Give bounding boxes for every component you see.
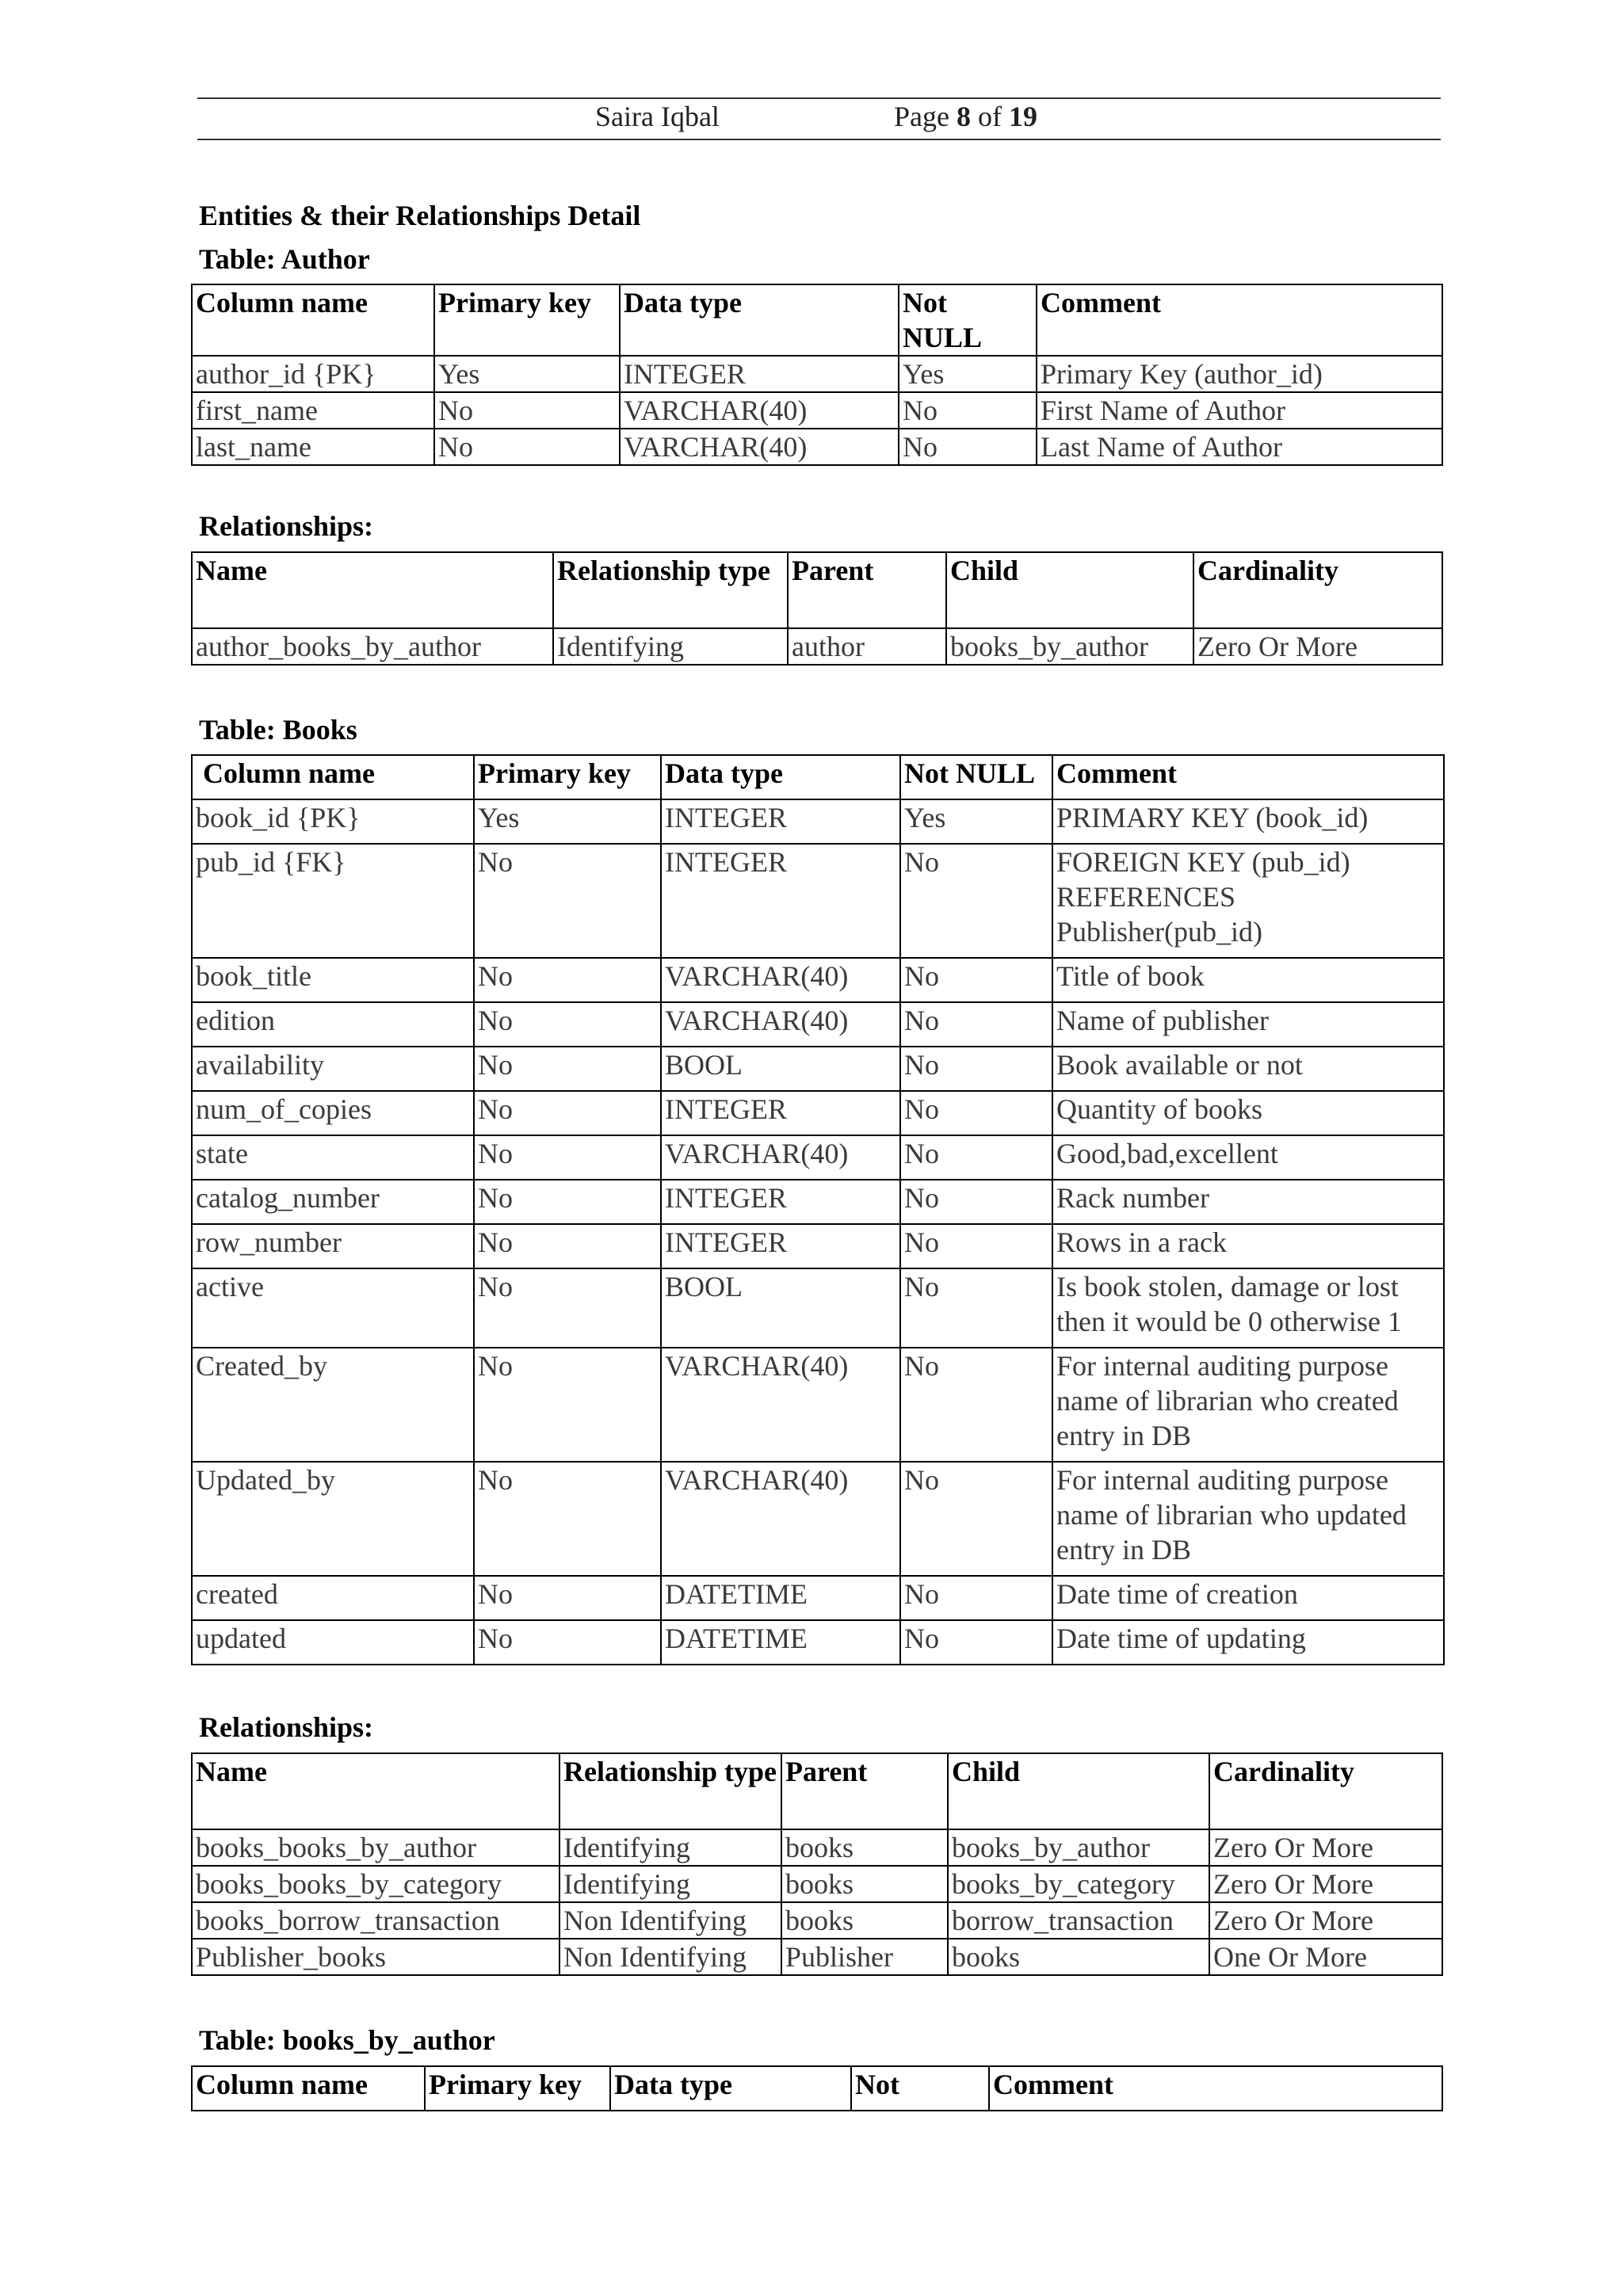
table-cell: No <box>474 1620 661 1665</box>
table-cell: state <box>192 1135 474 1180</box>
author-relationships-table <box>191 551 1443 666</box>
table-cell: Zero Or More <box>1209 1866 1442 1902</box>
table-cell: created <box>192 1576 474 1620</box>
table-cell: borrow_transaction <box>948 1902 1209 1939</box>
table-cell: books_borrow_transaction <box>192 1902 559 1939</box>
table-row <box>192 1047 1444 1091</box>
column-header: Column name <box>192 2066 425 2111</box>
table-cell: Last Name of Author <box>1037 429 1442 465</box>
table-cell: books <box>948 1939 1209 1975</box>
table-row <box>192 1091 1444 1135</box>
column-header: Primary key <box>425 2066 610 2111</box>
table-cell: No <box>900 1002 1052 1047</box>
table-cell: No <box>474 1135 661 1180</box>
table-cell: Title of book <box>1052 958 1444 1002</box>
table-cell: BOOL <box>661 1047 900 1091</box>
table-cell: updated <box>192 1620 474 1665</box>
header-top-rule <box>197 97 1441 99</box>
table-cell: VARCHAR(40) <box>661 1462 900 1576</box>
author-header-row <box>192 284 1442 356</box>
header-bottom-rule <box>197 139 1441 140</box>
table-cell: For internal auditing purpose name of librarian who updated entry in DB <box>1052 1462 1444 1576</box>
table-cell: No <box>900 844 1052 958</box>
page-word: Page <box>894 101 949 132</box>
table-cell: Yes <box>899 356 1037 392</box>
table-cell: No <box>900 1620 1052 1665</box>
table-cell: INTEGER <box>661 799 900 844</box>
section-title: Entities & their Relationships Detail <box>199 200 641 231</box>
table-cell: No <box>899 429 1037 465</box>
table-cell: VARCHAR(40) <box>661 1002 900 1047</box>
table-cell: No <box>900 1576 1052 1620</box>
table-cell: VARCHAR(40) <box>661 1135 900 1180</box>
column-header: Cardinality <box>1193 552 1442 628</box>
table-row <box>192 628 1442 665</box>
column-header: Child <box>946 552 1193 628</box>
table-cell: catalog_number <box>192 1180 474 1224</box>
table-cell: Created_by <box>192 1348 474 1462</box>
table-cell: VARCHAR(40) <box>620 392 899 429</box>
column-header: Column name <box>192 755 474 799</box>
table-cell: No <box>474 1091 661 1135</box>
table-cell: No <box>474 1462 661 1576</box>
table-row <box>192 1348 1444 1462</box>
author-table-title: Table: Author <box>199 243 370 275</box>
table-row <box>192 1224 1444 1268</box>
table-cell: books_by_author <box>948 1829 1209 1866</box>
of-word: of <box>977 101 1002 132</box>
table-cell: No <box>900 1348 1052 1462</box>
column-header: Primary key <box>434 284 620 356</box>
table-cell: edition <box>192 1002 474 1047</box>
table-cell: first_name <box>192 392 434 429</box>
table-cell: No <box>474 1180 661 1224</box>
table-cell: books <box>781 1829 948 1866</box>
table-cell: Is book stolen, damage or lost then it would be 0 otherwise 1 <box>1052 1268 1444 1348</box>
table-row <box>192 1829 1442 1866</box>
table-cell: INTEGER <box>661 1180 900 1224</box>
table-row <box>192 1002 1444 1047</box>
table-cell: Identifying <box>553 628 788 665</box>
column-header: Cardinality <box>1209 1753 1442 1829</box>
table-cell: active <box>192 1268 474 1348</box>
table-cell: No <box>899 392 1037 429</box>
table-cell: No <box>434 429 620 465</box>
relationships-header-row <box>192 1753 1442 1829</box>
books-by-author-table <box>191 2065 1443 2111</box>
column-header: Comment <box>1037 284 1442 356</box>
table-cell: last_name <box>192 429 434 465</box>
books-relationships-table <box>191 1753 1443 1976</box>
column-header: Data type <box>610 2066 851 2111</box>
table-cell: author_id {PK} <box>192 356 434 392</box>
books-table <box>191 754 1445 1665</box>
table-cell: Publisher_books <box>192 1939 559 1975</box>
table-row <box>192 392 1442 429</box>
table-row <box>192 1462 1444 1576</box>
table-cell: Identifying <box>559 1866 781 1902</box>
column-header: Primary key <box>474 755 661 799</box>
table-cell: row_number <box>192 1224 474 1268</box>
author-relationships-title: Relationships: <box>199 510 374 542</box>
table-cell: Quantity of books <box>1052 1091 1444 1135</box>
table-cell: Updated_by <box>192 1462 474 1576</box>
header-author: Saira Iqbal <box>595 101 720 132</box>
column-header: Comment <box>989 2066 1442 2111</box>
books-by-author-table-title: Table: books_by_author <box>199 2024 495 2056</box>
table-cell: books_by_category <box>948 1866 1209 1902</box>
table-row <box>192 1866 1442 1902</box>
table-cell: First Name of Author <box>1037 392 1442 429</box>
table-cell: Rack number <box>1052 1180 1444 1224</box>
table-cell: books <box>781 1902 948 1939</box>
table-cell: PRIMARY KEY (book_id) <box>1052 799 1444 844</box>
table-row <box>192 1180 1444 1224</box>
table-row <box>192 958 1444 1002</box>
table-cell: No <box>474 1002 661 1047</box>
table-cell: book_id {PK} <box>192 799 474 844</box>
table-cell: No <box>900 1268 1052 1348</box>
table-cell: No <box>474 1224 661 1268</box>
table-cell: Name of publisher <box>1052 1002 1444 1047</box>
table-cell: No <box>900 1462 1052 1576</box>
table-cell: Yes <box>434 356 620 392</box>
table-cell: Yes <box>474 799 661 844</box>
table-row <box>192 1620 1444 1665</box>
table-row <box>192 1135 1444 1180</box>
table-cell: Yes <box>900 799 1052 844</box>
table-cell: FOREIGN KEY (pub_id) REFERENCES Publisher(pub_id) <box>1052 844 1444 958</box>
table-cell: DATETIME <box>661 1576 900 1620</box>
table-cell: pub_id {FK} <box>192 844 474 958</box>
table-cell: No <box>900 1135 1052 1180</box>
table-cell: DATETIME <box>661 1620 900 1665</box>
table-cell: INTEGER <box>661 844 900 958</box>
books-table-title: Table: Books <box>199 714 357 746</box>
table-cell: Rows in a rack <box>1052 1224 1444 1268</box>
table-cell: No <box>474 1268 661 1348</box>
table-cell: No <box>900 1224 1052 1268</box>
table-cell: For internal auditing purpose name of librarian who created entry in DB <box>1052 1348 1444 1462</box>
table-cell: INTEGER <box>661 1091 900 1135</box>
table-row <box>192 1939 1442 1975</box>
table-row <box>192 1902 1442 1939</box>
table-cell: VARCHAR(40) <box>620 429 899 465</box>
table-cell: Non Identifying <box>559 1902 781 1939</box>
table-cell: num_of_copies <box>192 1091 474 1135</box>
table-row <box>192 1576 1444 1620</box>
column-header: Not NULL <box>900 755 1052 799</box>
table-cell: No <box>474 1348 661 1462</box>
column-header: Relationship type <box>559 1753 781 1829</box>
column-header: Data type <box>620 284 899 356</box>
table-cell: author_books_by_author <box>192 628 553 665</box>
table-cell: No <box>474 1576 661 1620</box>
header-page-number <box>894 100 1037 133</box>
column-header: Name <box>192 1753 559 1829</box>
table-row <box>192 844 1444 958</box>
table-cell: Publisher <box>781 1939 948 1975</box>
table-cell: Zero Or More <box>1193 628 1442 665</box>
column-header: Relationship type <box>553 552 788 628</box>
table-cell: No <box>474 958 661 1002</box>
table-cell: BOOL <box>661 1268 900 1348</box>
table-row <box>192 799 1444 844</box>
table-cell: No <box>900 1047 1052 1091</box>
table-cell: availability <box>192 1047 474 1091</box>
table-cell: Date time of creation <box>1052 1576 1444 1620</box>
table-row <box>192 356 1442 392</box>
table-cell: books <box>781 1866 948 1902</box>
table-cell: author <box>788 628 946 665</box>
books-relationships-title: Relationships: <box>199 1711 374 1743</box>
page-total: 19 <box>1008 101 1037 132</box>
table-cell: books_by_author <box>946 628 1193 665</box>
table-cell: No <box>474 844 661 958</box>
table-cell: No <box>474 1047 661 1091</box>
table-cell: No <box>900 1180 1052 1224</box>
table-cell: books_books_by_category <box>192 1866 559 1902</box>
column-header: Parent <box>788 552 946 628</box>
table-row <box>192 429 1442 465</box>
table-cell: Zero Or More <box>1209 1829 1442 1866</box>
table-row <box>192 1268 1444 1348</box>
books-by-author-header-row <box>192 2066 1442 2111</box>
page-current: 8 <box>956 101 971 132</box>
table-cell: VARCHAR(40) <box>661 1348 900 1462</box>
table-cell: No <box>900 1091 1052 1135</box>
column-header: Column name <box>192 284 434 356</box>
column-header: Not NULL <box>899 284 1037 356</box>
table-cell: Good,bad,excellent <box>1052 1135 1444 1180</box>
column-header: Not <box>851 2066 989 2111</box>
table-cell: book_title <box>192 958 474 1002</box>
table-cell: INTEGER <box>620 356 899 392</box>
table-cell: Primary Key (author_id) <box>1037 356 1442 392</box>
relationships-header-row <box>192 552 1442 628</box>
table-cell: One Or More <box>1209 1939 1442 1975</box>
table-cell: No <box>434 392 620 429</box>
table-cell: Zero Or More <box>1209 1902 1442 1939</box>
table-cell: books_books_by_author <box>192 1829 559 1866</box>
books-header-row <box>192 755 1444 799</box>
table-cell: No <box>900 958 1052 1002</box>
table-cell: Non Identifying <box>559 1939 781 1975</box>
column-header: Comment <box>1052 755 1444 799</box>
table-cell: Identifying <box>559 1829 781 1866</box>
author-table <box>191 284 1443 466</box>
table-cell: Date time of updating <box>1052 1620 1444 1665</box>
column-header: Child <box>948 1753 1209 1829</box>
table-cell: Book available or not <box>1052 1047 1444 1091</box>
table-cell: INTEGER <box>661 1224 900 1268</box>
table-cell: VARCHAR(40) <box>661 958 900 1002</box>
column-header: Data type <box>661 755 900 799</box>
column-header: Name <box>192 552 553 628</box>
column-header: Parent <box>781 1753 948 1829</box>
